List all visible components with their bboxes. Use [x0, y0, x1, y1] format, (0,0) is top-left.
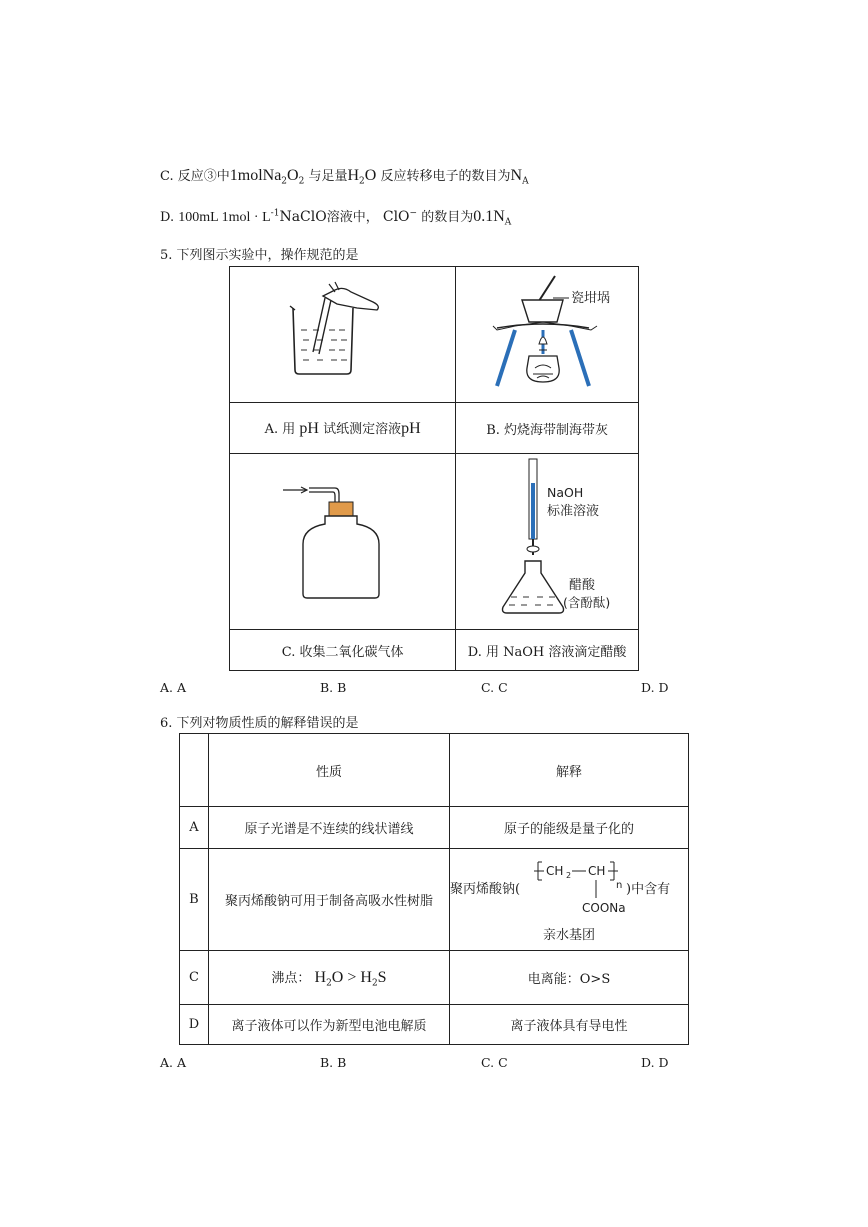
- titration-figure: [467, 457, 627, 622]
- label-naoh: NaOH: [547, 485, 584, 500]
- row-b-key: B: [180, 849, 209, 951]
- header-explanation: 解释: [450, 734, 689, 807]
- row-a-explanation: 原子的能级是量子化的: [450, 807, 689, 849]
- gas-collection-bottle-figure: [273, 470, 413, 610]
- label-standard-solution: 标准溶液: [547, 504, 600, 519]
- figure-b-caption: B. 灼烧海带制海带灰: [456, 403, 639, 454]
- label-acetic-acid: 醋酸: [569, 578, 596, 593]
- row-d-key: D: [180, 1005, 209, 1045]
- svg-text:n: n: [616, 880, 623, 891]
- row-a-property: 原子光谱是不连续的线状谱线: [208, 807, 449, 849]
- row-a-key: A: [180, 807, 209, 849]
- label-phenolphthalein: (含酚酞): [563, 595, 611, 610]
- figure-b-cell: [456, 267, 639, 403]
- row-c-key: C: [180, 951, 209, 1005]
- beaker-ph-test-figure: [273, 278, 413, 388]
- option-d-line: D. 100mL $1mol \cdot L^{-1}NaClO$溶液中， ClO− 的数目为$0.1N_A$: [160, 208, 512, 228]
- figure-a-caption: A. 用 pH 试纸测定溶液pH: [230, 403, 456, 454]
- crucible-burning-figure: [467, 270, 627, 395]
- q5-option-b[interactable]: B. B: [320, 680, 347, 695]
- svg-text:COONa: COONa: [582, 901, 626, 915]
- question-6-table: [179, 733, 689, 1045]
- svg-text:CH: CH: [588, 864, 606, 878]
- q5-option-c[interactable]: C. C: [481, 680, 508, 695]
- svg-text:2: 2: [566, 871, 572, 880]
- row-c-property: 沸点： $H_2O > H_2S$: [208, 951, 449, 1005]
- row-d-explanation: 离子液体具有导电性: [450, 1005, 689, 1045]
- question-6-stem: 6. 下列对物质性质的解释错误的是: [160, 716, 359, 731]
- figure-c-cell: [230, 454, 456, 630]
- question-5-stem: 5. 下列图示实验中，操作规范的是: [160, 248, 359, 263]
- polyacrylate-structure: [534, 858, 626, 916]
- figure-d-cell: [456, 454, 639, 630]
- figure-c-caption: C. 收集二氧化碳气体: [230, 630, 456, 671]
- svg-text:CH: CH: [546, 864, 564, 878]
- option-c-line: C. 反应③中$1molNa_2O_2$ 与足量$H_2O$ 反应转移电子的数目为$N_A$: [160, 167, 529, 187]
- q5-option-d[interactable]: D. D: [641, 680, 669, 695]
- q6-option-b[interactable]: B. B: [320, 1055, 347, 1070]
- row-b-explanation: 聚丙烯酸钠( CH 2 CH n COONa )中含有 亲水基团: [450, 849, 689, 951]
- label-crucible: 瓷坩埚: [571, 291, 611, 306]
- row-d-property: 离子液体可以作为新型电池电解质: [208, 1005, 449, 1045]
- header-property: 性质: [208, 734, 449, 807]
- question-5-table: [229, 266, 639, 671]
- row-c-explanation: 电离能：O>S: [450, 951, 689, 1005]
- row-b-property: 聚丙烯酸钠可用于制备高吸水性树脂: [208, 849, 449, 951]
- figure-d-caption: D. 用 NaOH 溶液滴定醋酸: [456, 630, 639, 671]
- q6-option-d[interactable]: D. D: [641, 1055, 669, 1070]
- q5-option-a[interactable]: A. A: [160, 680, 187, 695]
- q6-option-c[interactable]: C. C: [481, 1055, 508, 1070]
- q6-option-a[interactable]: A. A: [160, 1055, 187, 1070]
- figure-a-cell: [230, 267, 456, 403]
